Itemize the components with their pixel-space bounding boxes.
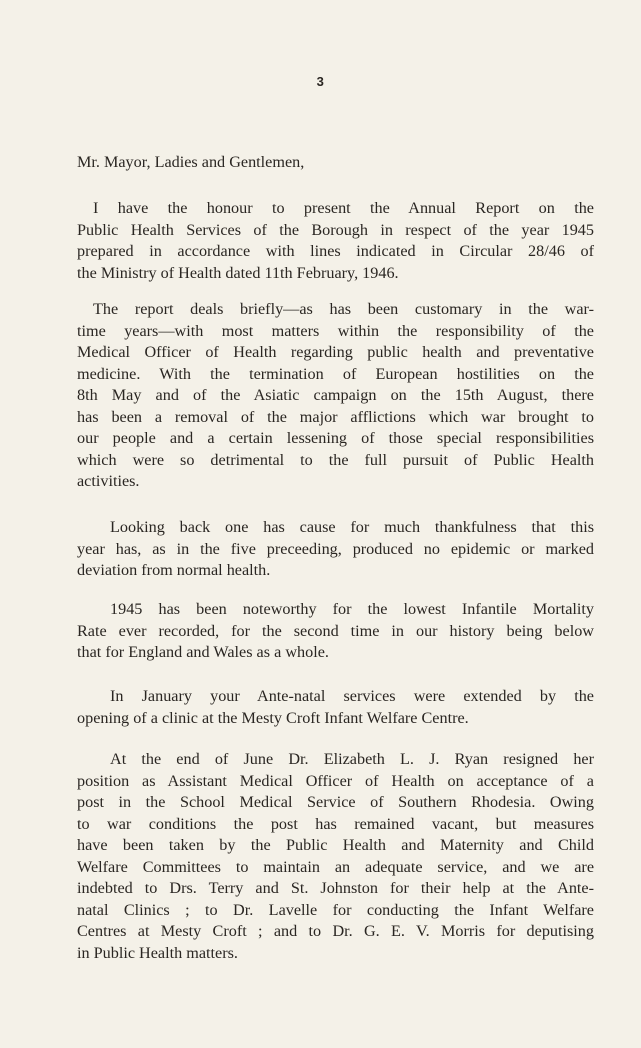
paragraph-5	[77, 686, 594, 729]
paragraph-line: deviation from normal health.	[77, 561, 271, 579]
paragraph-line: have been taken by the Public Health and Maternity and Child	[77, 836, 594, 854]
paragraph-line: that for England and Wales as a whole.	[77, 643, 329, 661]
salutation: Mr. Mayor, Ladies and Gentlemen,	[77, 153, 305, 171]
paragraph-line: In January your Ante-natal services were extended by the	[110, 687, 594, 705]
paragraph-line: to war conditions the post has remained vacant, but measures	[77, 814, 594, 833]
paragraph-line: Looking back one has cause for much thankfulness that this	[110, 518, 594, 536]
paragraph-line: the Ministry of Health dated 11th February, 1946.	[77, 263, 399, 282]
paragraph-line: indebted to Drs. Terry and St. Johnston for their help at the Ante-	[77, 879, 594, 897]
paragraph-line: Centres at Mesty Croft ; and to Dr. G. E. V. Morris for deputising	[77, 922, 594, 940]
paragraph-line: I have the honour to present the Annual Report on the	[93, 199, 594, 217]
paragraph-line: post in the School Medical Service of Southern Rhodesia. Owing	[77, 793, 594, 811]
paragraph-line: Public Health Services of the Borough in respect of the year 1945	[77, 220, 594, 239]
paragraph-line: year has, as in the five preceeding, produced no epidemic or marked	[77, 539, 594, 558]
paragraph-1	[77, 198, 594, 284]
paragraph-line: The report deals briefly—as has been customary in the war-	[93, 300, 594, 318]
paragraph-line: position as Assistant Medical Officer of Health on acceptance of a	[77, 771, 594, 790]
paragraph-line: Rate ever recorded, for the second time in our history being below	[77, 621, 594, 640]
page-number: 3	[316, 74, 325, 89]
paragraph-line: medicine. With the termination of European hostilities on the	[77, 364, 594, 383]
paragraph-line: which were so detrimental to the full pursuit of Public Health	[77, 450, 594, 469]
paragraph-line: Welfare Committees to maintain an adequate service, and we are	[77, 857, 594, 876]
paragraph-line: our people and a certain lessening of those special responsibilities	[77, 429, 594, 447]
paragraph-line: activities.	[77, 472, 140, 490]
paragraph-line: natal Clinics ; to Dr. Lavelle for conducting the Infant Welfare	[77, 900, 594, 919]
paragraph-4	[77, 599, 594, 664]
paragraph-line: At the end of June Dr. Elizabeth L. J. Ryan resigned her	[110, 750, 594, 768]
paragraph-line: 1945 has been noteworthy for the lowest Infantile Mortality	[110, 600, 594, 618]
paragraph-2	[77, 299, 594, 493]
paragraph-line: has been a removal of the major afflictions which war brought to	[77, 407, 594, 426]
paragraph-line: 8th May and of the Asiatic campaign on the 15th August, there	[77, 386, 594, 404]
paragraph-line: in Public Health matters.	[77, 943, 238, 962]
paragraph-line: opening of a clinic at the Mesty Croft Infant Welfare Centre.	[77, 708, 469, 727]
paragraph-6	[77, 749, 594, 964]
paragraph-line: time years—with most matters within the responsibility of the	[77, 321, 594, 340]
paragraph-line: Medical Officer of Health regarding public health and preventative	[77, 343, 594, 361]
paragraph-3	[77, 517, 594, 582]
paragraph-line: prepared in accordance with lines indicated in Circular 28/46 of	[77, 242, 594, 260]
